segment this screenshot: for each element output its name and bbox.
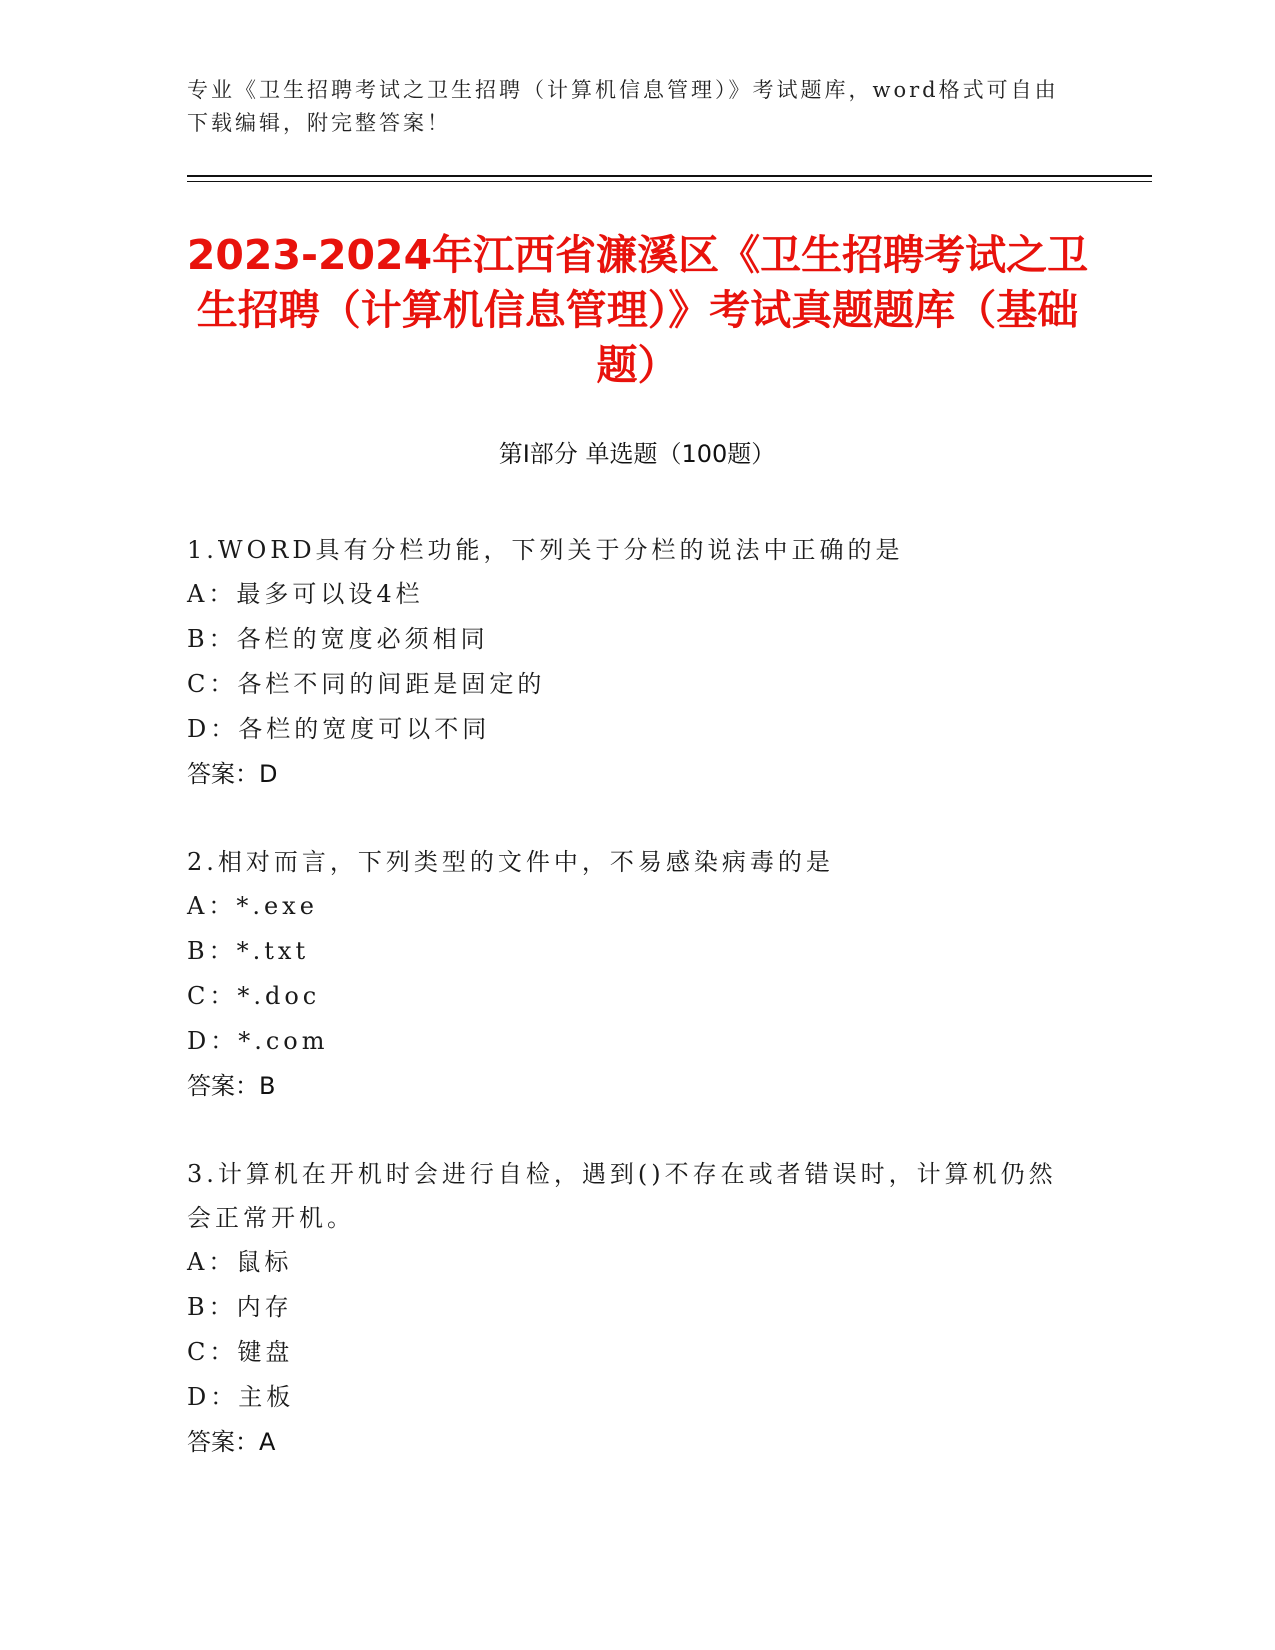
option-c: C：键盘 <box>187 1338 294 1366</box>
option-d: D：主板 <box>187 1383 295 1411</box>
question-3 <box>187 1152 1067 1465</box>
option-a: A：*.exe <box>187 892 318 920</box>
answer: 答案：A <box>187 1428 276 1456</box>
header-note: 专业《卫生招聘考试之卫生招聘（计算机信息管理）》考试题库，word格式可自由下载编辑，附完整答案！ <box>187 78 1059 135</box>
option-a: A：最多可以设4栏 <box>187 580 424 608</box>
question-1 <box>187 528 1067 797</box>
section-heading: 第Ⅰ部分 单选题（100题） <box>498 440 776 468</box>
option-b: B：内存 <box>187 1293 293 1321</box>
option-b: B：各栏的宽度必须相同 <box>187 625 489 653</box>
option-d: D：各栏的宽度可以不同 <box>187 715 491 743</box>
question-list <box>187 528 1067 1508</box>
question-stem: 2.相对而言，下列类型的文件中，不易感染病毒的是 <box>187 848 834 876</box>
question-2 <box>187 840 1067 1109</box>
option-c: C：各栏不同的间距是固定的 <box>187 670 546 698</box>
question-stem: 1.WORD具有分栏功能，下列关于分栏的说法中正确的是 <box>187 536 904 564</box>
header-rule-thin <box>187 181 1152 182</box>
question-stem: 3.计算机在开机时会进行自检，遇到()不存在或者错误时，计算机仍然会正常开机。 <box>187 1160 1057 1232</box>
option-d: D：*.com <box>187 1027 329 1055</box>
option-a: A：鼠标 <box>187 1248 293 1276</box>
document-title: 2023-2024年江西省濂溪区《卫生招聘考试之卫生招聘（计算机信息管理）》考试真题题库（基础题） <box>186 231 1089 389</box>
header-rule-thick <box>187 175 1152 177</box>
answer: 答案：D <box>187 760 278 788</box>
option-c: C：*.doc <box>187 982 321 1010</box>
option-b: B：*.txt <box>187 937 310 965</box>
answer: 答案：B <box>187 1072 276 1100</box>
